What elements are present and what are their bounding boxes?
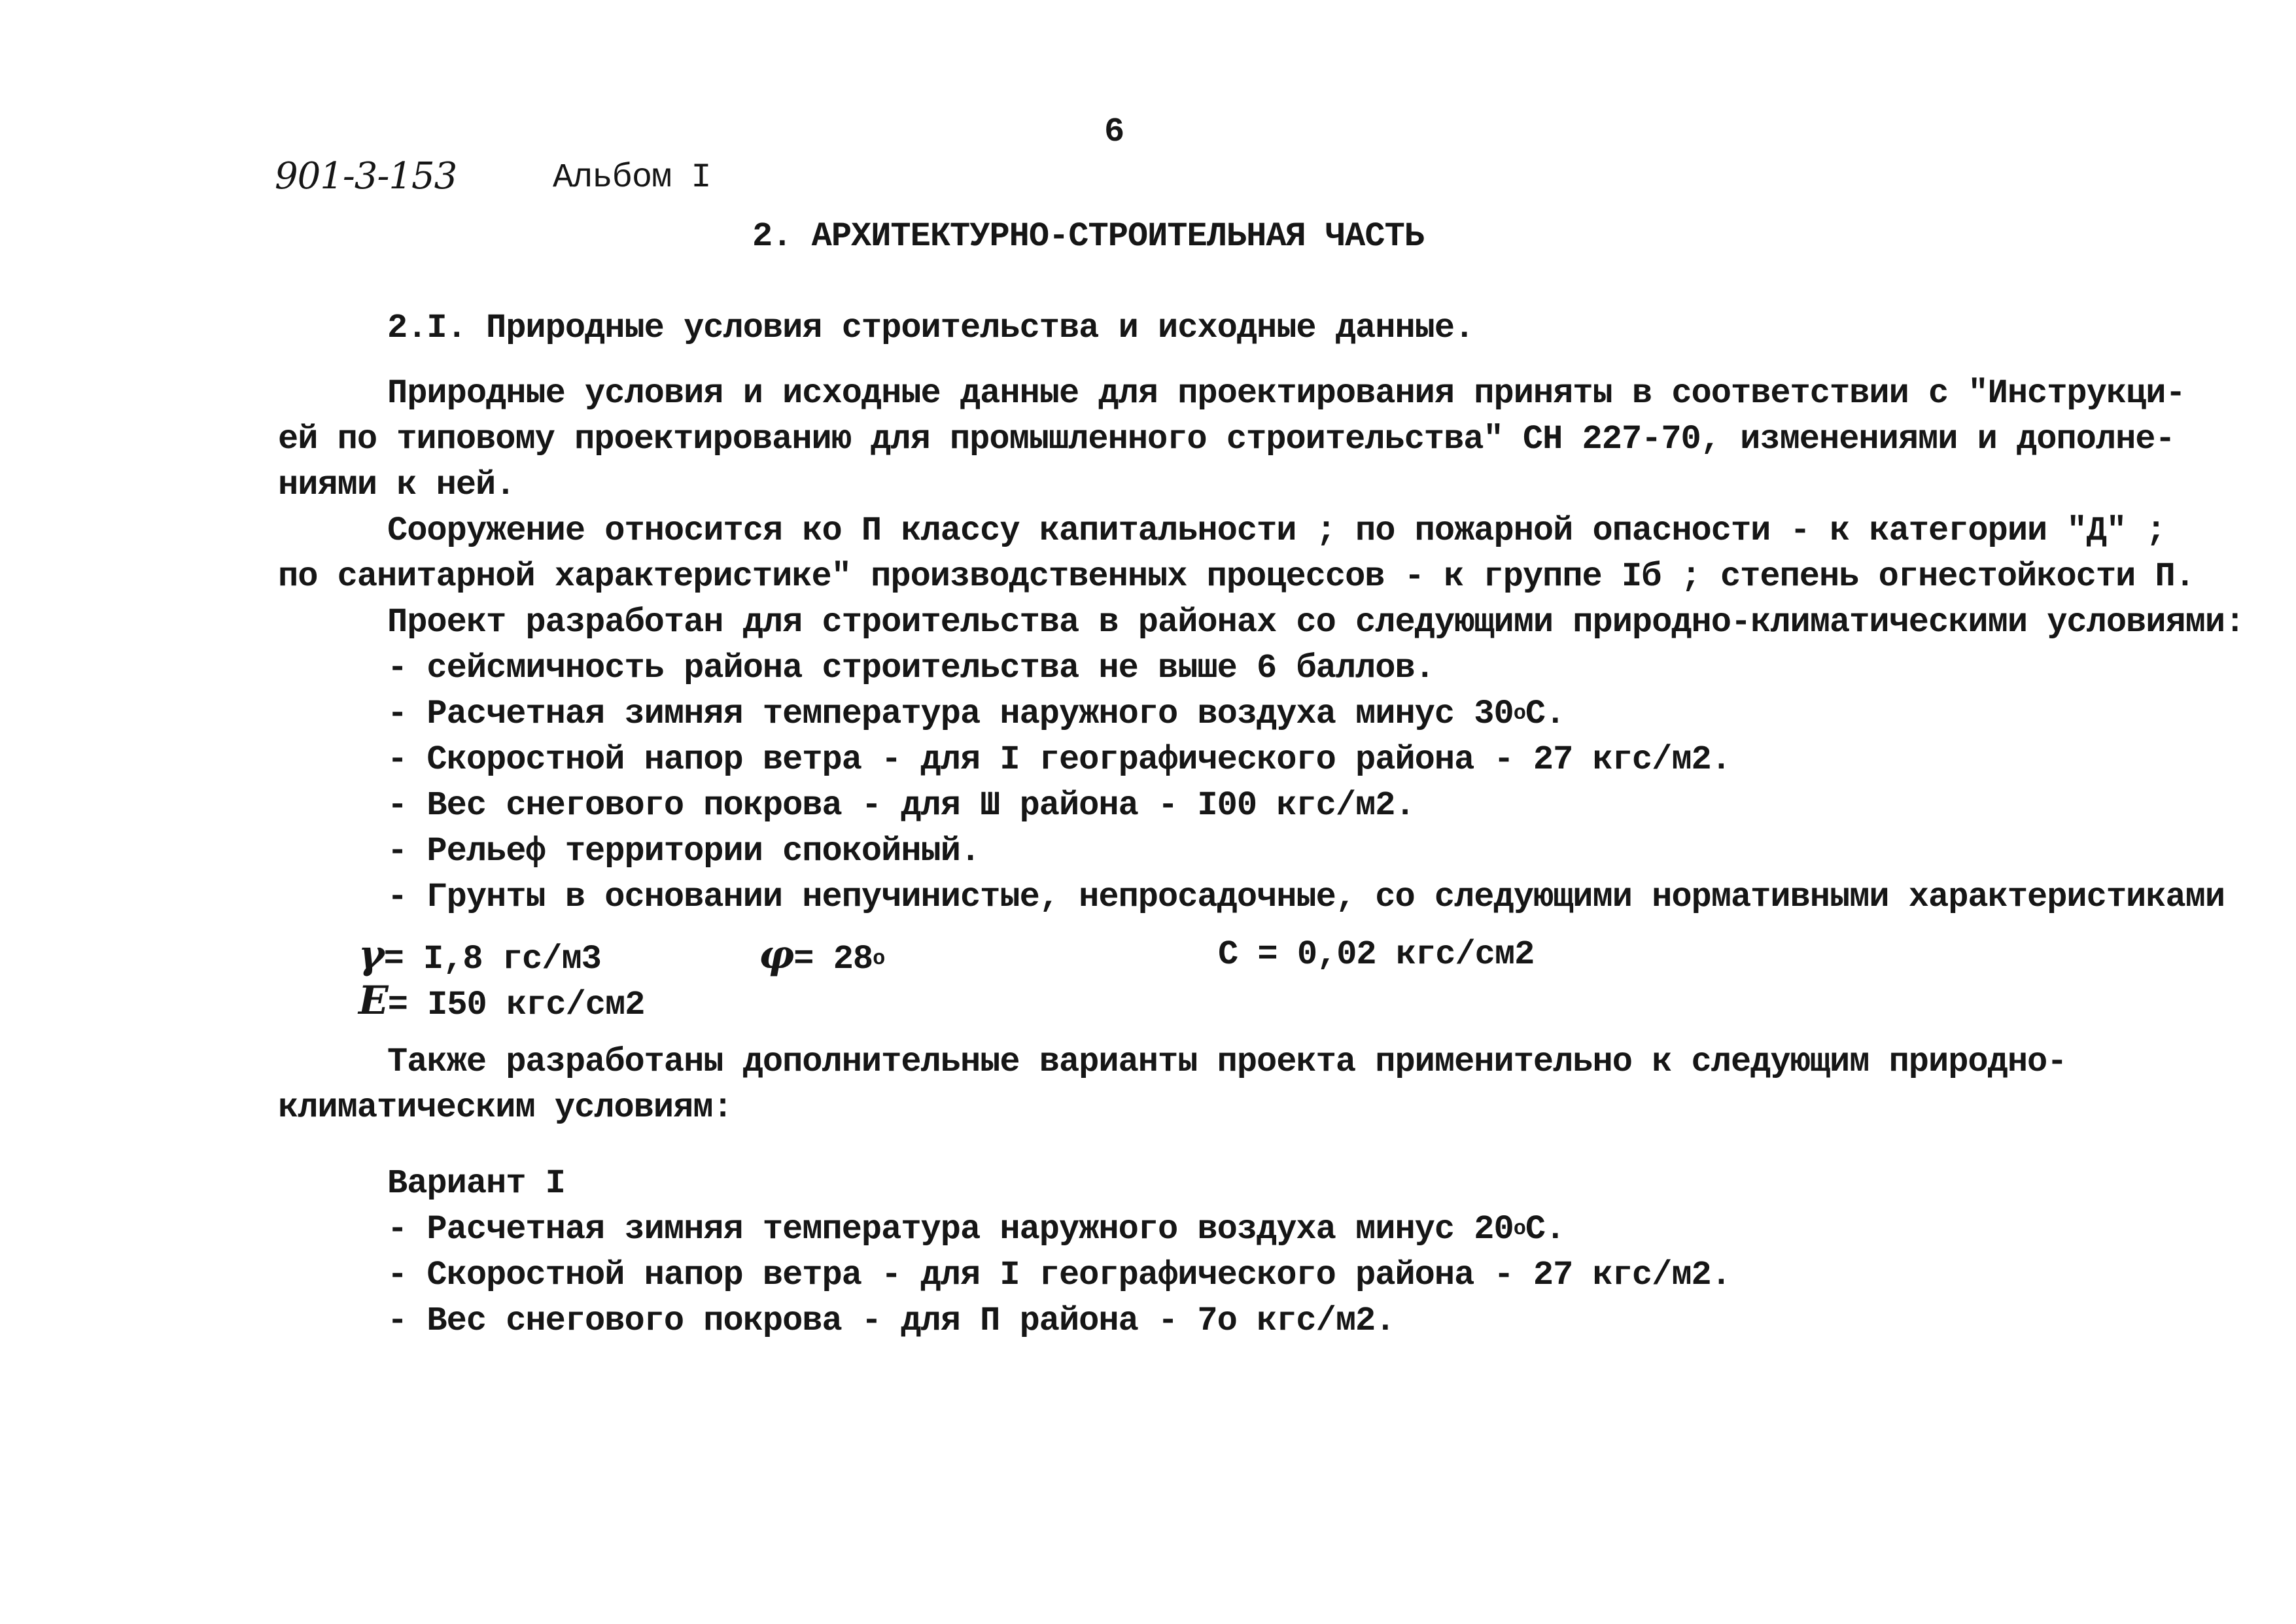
condition-item: - Рельеф территории спокойный.	[387, 832, 981, 871]
page-number: 6	[1104, 112, 1124, 151]
gamma-symbol: γ	[358, 932, 384, 978]
document-code: 901-3-153	[275, 155, 457, 198]
variant-item: - Расчетная зимняя температура наружного воздуха минус $20^оС$.	[387, 1210, 1565, 1249]
paragraph-line: по санитарной характеристике" производственных процессов - к группе Iб ; степень огнестойкости П.	[278, 557, 2195, 596]
variant-item: - Вес снегового покрова - для П района - 7о кгс/м2.	[387, 1302, 1395, 1340]
subsection-title: 2.I. Природные условия строительства и исходные данные.	[387, 309, 1474, 347]
paragraph-line: Также разработаны дополнительные варианты проекта применительно к следующим природно-	[387, 1043, 2067, 1081]
paragraph-line: Сооружение относится ко П классу капитальности ; по пожарной опасности - к категории "Д" ;	[387, 511, 2166, 550]
degree-sign: о	[1513, 701, 1525, 725]
paragraph-line: ей по типовому проектированию для промышленного строительства" СН 227-70, изменениями и дополне-	[278, 420, 2175, 458]
phi-symbol: φ	[759, 932, 794, 978]
condition-item: - Скоростной напор ветра - для I географического района - 27 кгс/м2.	[387, 740, 1731, 779]
condition-item: - Расчетная зимняя температура наружного воздуха минус $30^оС$.	[387, 695, 1565, 733]
variant-title: Вариант I	[387, 1164, 565, 1203]
soil-phi: $\varphi= 28^о$	[759, 932, 885, 978]
soil-gamma: γ= I,8 гс/м3	[358, 932, 601, 978]
soil-modulus: Е= I50 кгс/см2	[358, 978, 645, 1024]
variant-item: - Скоростной напор ветра - для I географического района - 27 кгс/м2.	[387, 1256, 1731, 1294]
condition-item: - Вес снегового покрова - для Ш района - I00 кгс/м2.	[387, 786, 1415, 825]
condition-item: - Грунты в основании непучинистые, непросадочные, со следующими нормативными характеристиками	[387, 878, 2225, 916]
degree-sign: о	[873, 946, 885, 971]
paragraph-line: Проект разработан для строительства в районах со следующими природно-климатическими условиями:	[387, 603, 2245, 642]
condition-item: - сейсмичность района строительства не выше 6 баллов.	[387, 649, 1435, 687]
album-label: Альбом I	[553, 158, 711, 197]
e-symbol: Е	[358, 978, 388, 1024]
paragraph-line: климатическим условиям:	[278, 1088, 733, 1127]
paragraph-line: ниями к ней.	[278, 466, 515, 504]
paragraph-line: Природные условия и исходные данные для проектирования приняты в соответствии с "Инструкци-	[387, 374, 2185, 413]
section-title: 2. АРХИТЕКТУРНО-СТРОИТЕЛЬНАЯ ЧАСТЬ	[752, 217, 1424, 256]
soil-cohesion: С = 0,02 кгс/см2	[1218, 935, 1535, 974]
degree-sign: о	[1513, 1217, 1525, 1241]
